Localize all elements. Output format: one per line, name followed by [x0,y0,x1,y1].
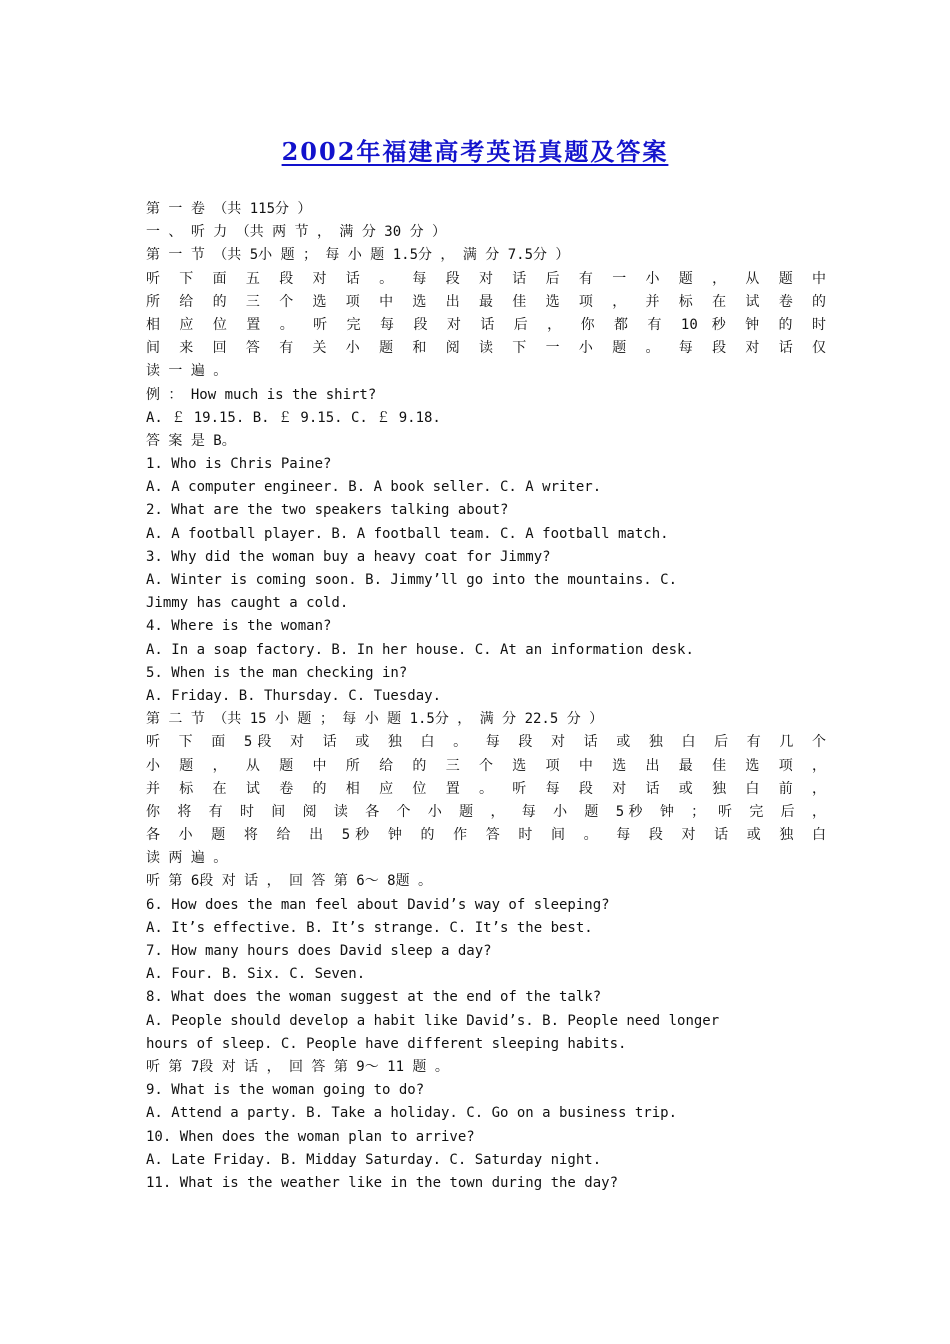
text-line: 6. How does the man feel about David’s way of sleeping? [146,896,610,913]
text-line: 第 一 节 （共 5小 题 ； 每 小 题 1.5分 ， 满 分 7.5分 ） [146,247,570,264]
text-line: A. Attend a party. B. Take a holiday. C. Go on a business trip. [146,1105,678,1122]
text-line: 听 第 7段 对 话 ， 回 答 第 9～ 11 题 。 [146,1058,449,1075]
document-title-link[interactable]: 2002年福建高考英语真题及答案 [281,137,669,166]
text-line: A. It’s effective. B. It’s strange. C. It’s the best. [146,919,593,936]
text-line: A. Late Friday. B. Midday Saturday. C. Saturday night. [146,1151,602,1168]
text-line: 相 应 位 置 。 听 完 每 段 对 话 后 ， 你 都 有 10 秒 钟 的 时 [146,316,826,333]
text-line: 例 ： How much is the shirt? [146,386,377,403]
text-line: 7. How many hours does David sleep a day? [146,943,492,959]
text-line: 10. When does the woman plan to arrive? [146,1128,475,1145]
text-line: 读 一 遍 。 [146,363,228,380]
text-line: 听 下 面 五 段 对 话 。 每 段 对 话 后 有 一 小 题 ， 从 题 中 [146,270,826,287]
text-line: 并 标 在 试 卷 的 相 应 位 置 。 听 每 段 对 话 或 独 白 前 ， [146,780,826,797]
text-line: 小 题 ， 从 题 中 所 给 的 三 个 选 项 中 选 出 最 佳 选 项 ， [146,757,826,774]
text-line: 5. When is the man checking in? [146,664,408,681]
text-line: A. People should develop a habit like David’s. B. People need longer [146,1012,720,1029]
text-line: 读 两 遍 。 [146,850,228,867]
text-line: 第 一 卷 （共 115分 ） [146,201,312,217]
text-line: hours of sleep. C. People have different sleeping habits. [146,1035,627,1052]
text-line: A. A computer engineer. B. A book seller. C. A writer. [146,479,602,496]
text-line: 11. What is the weather like in the town during the day? [146,1174,619,1191]
text-line: 答 案 是 B。 [146,432,236,449]
text-line: A. Winter is coming soon. B. Jimmy’ll go into the mountains. C. [146,572,678,588]
text-line: 听 第 6段 对 话 ， 回 答 第 6～ 8题 。 [146,873,433,890]
text-line: 听 下 面 5段 对 话 或 独 白 。 每 段 对 话 或 独 白 后 有 几 个 [146,734,826,751]
text-line: 4. Where is the woman? [146,618,332,635]
text-line: 3. Why did the woman buy a heavy coat for Jimmy? [146,548,551,565]
text-line: Jimmy has caught a cold. [146,595,349,612]
text-line: 9. What is the woman going to do? [146,1082,425,1099]
text-line: A. ￡ 19.15. B. ￡ 9.15. C. ￡ 9.18. [146,409,441,426]
text-line: 你 将 有 时 间 阅 读 各 个 小 题 ， 每 小 题 5秒 钟 ； 听 完 后 ， [146,803,826,820]
text-line: 一 、 听 力 （共 两 节 ， 满 分 30 分 ） [146,224,447,241]
text-line: 间 来 回 答 有 关 小 题 和 阅 读 下 一 小 题 。 每 段 对 话 仅 [146,340,826,357]
text-line: 各 小 题 将 给 出 5秒 钟 的 作 答 时 间 。 每 段 对 话 或 独 白 [146,827,826,844]
text-line: 8. What does the woman suggest at the end of the talk? [146,989,602,1006]
text-line: A. Four. B. Six. C. Seven. [146,966,366,983]
text-line: 2. What are the two speakers talking about? [146,502,509,519]
text-line: 所 给 的 三 个 选 项 中 选 出 最 佳 选 项 ， 并 标 在 试 卷 的 [146,293,826,310]
text-line: A. A football player. B. A football team. C. A football match. [146,525,669,542]
text-line: A. In a soap factory. B. In her house. C. At an information desk. [146,641,694,658]
document-body [146,198,826,1195]
text-line: 1. Who is Chris Paine? [146,456,332,473]
text-line: A. Friday. B. Thursday. C. Tuesday. [146,687,442,704]
text-line: 第 二 节 （共 15 小 题 ； 每 小 题 1.5分 ， 满 分 22.5 分 ） [146,711,604,728]
